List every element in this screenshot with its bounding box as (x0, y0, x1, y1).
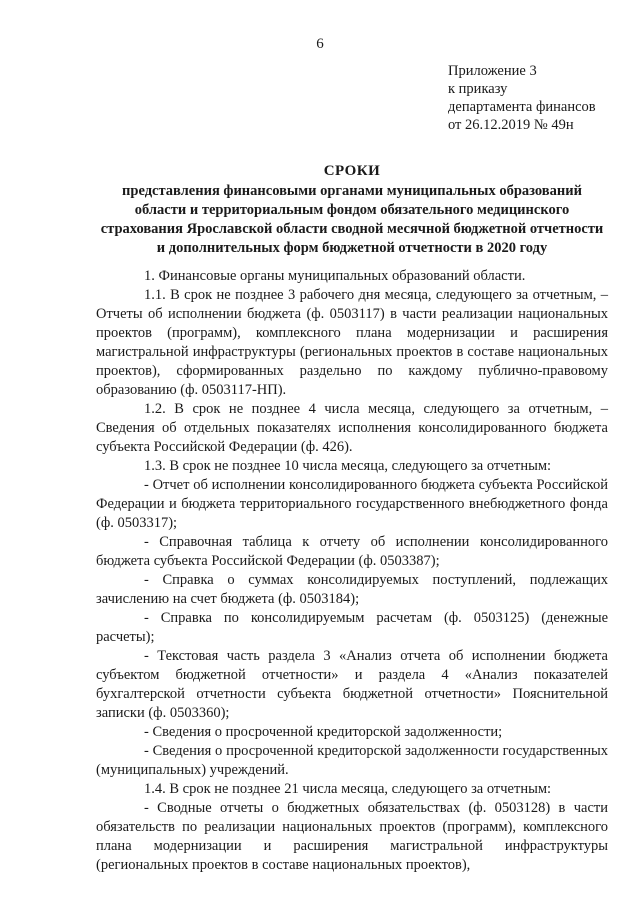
paragraph: 1.2. В срок не позднее 4 числа месяца, следующего за отчетным, – Сведения об отдельных показателях исполнения консолидированного бюджета субъекта Российской Федерации (ф. 426). (96, 401, 608, 455)
document-subtitle: представления финансовыми органами муниципальных образований области и территориальным фондом обязательного медицинского страхования Ярославской области сводной месячной бюджетной отчетности и дополнительных форм бюджетной отчетности в 2020 году (100, 183, 604, 256)
appendix-block (448, 62, 596, 134)
page-number: 6 (316, 36, 324, 52)
appendix-line: департамента финансов (448, 99, 596, 115)
paragraph: - Справка о суммах консолидируемых поступлений, подлежащих зачислению на счет бюджета (ф. 0503184); (96, 572, 608, 607)
paragraph: - Справочная таблица к отчету об исполнении консолидированного бюджета субъекта Российской Федерации (ф. 0503387); (96, 534, 608, 569)
appendix-line: к приказу (448, 81, 508, 97)
paragraph: 1.1. В срок не позднее 3 рабочего дня месяца, следующего за отчетным, – Отчеты об исполнении бюджета (ф. 0503117) в части реализации национальных проектов (программ), комплексного плана модернизации и расширения магистральной инфраструктуры (региональных проектов в составе национальных проектов), сформированных раздельно по каждому публично-правовому образованию (ф. 0503117-НП). (96, 287, 608, 398)
document-body (96, 267, 608, 875)
paragraph: - Сведения о просроченной кредиторской задолженности; (144, 724, 503, 740)
appendix-line: от 26.12.2019 № 49н (448, 117, 574, 133)
paragraph: - Текстовая часть раздела 3 «Анализ отчета об исполнении бюджета субъектом бюджетной отчетности» и раздела 4 «Анализ показателей бухгалтерской отчетности субъекта бюджетной отчетности» Пояснительной записки (ф. 0503360); (96, 648, 608, 721)
title-block (96, 161, 608, 258)
paragraph: 1. Финансовые органы муниципальных образований области. (144, 268, 526, 284)
paragraph: 1.4. В срок не позднее 21 числа месяца, следующего за отчетным: (144, 781, 552, 797)
document-title: СРОКИ (323, 163, 381, 179)
appendix-line: Приложение 3 (448, 63, 537, 79)
paragraph: - Сводные отчеты о бюджетных обязательствах (ф. 0503128) в части обязательств по реализации национальных проектов (программ), комплексного плана модернизации и расширения магистральной инфраструктуры (региональных проектов в составе национальных проектов), (96, 800, 608, 873)
paragraph: - Сведения о просроченной кредиторской задолженности государственных (муниципальных) учреждений. (96, 743, 608, 778)
paragraph: 1.3. В срок не позднее 10 числа месяца, следующего за отчетным: (144, 458, 552, 474)
paragraph: - Справка по консолидируемым расчетам (ф. 0503125) (денежные расчеты); (96, 610, 608, 645)
paragraph: - Отчет об исполнении консолидированного бюджета субъекта Российской Федерации и бюджета территориального государственного внебюджетного фонда (ф. 0503317); (96, 477, 608, 531)
